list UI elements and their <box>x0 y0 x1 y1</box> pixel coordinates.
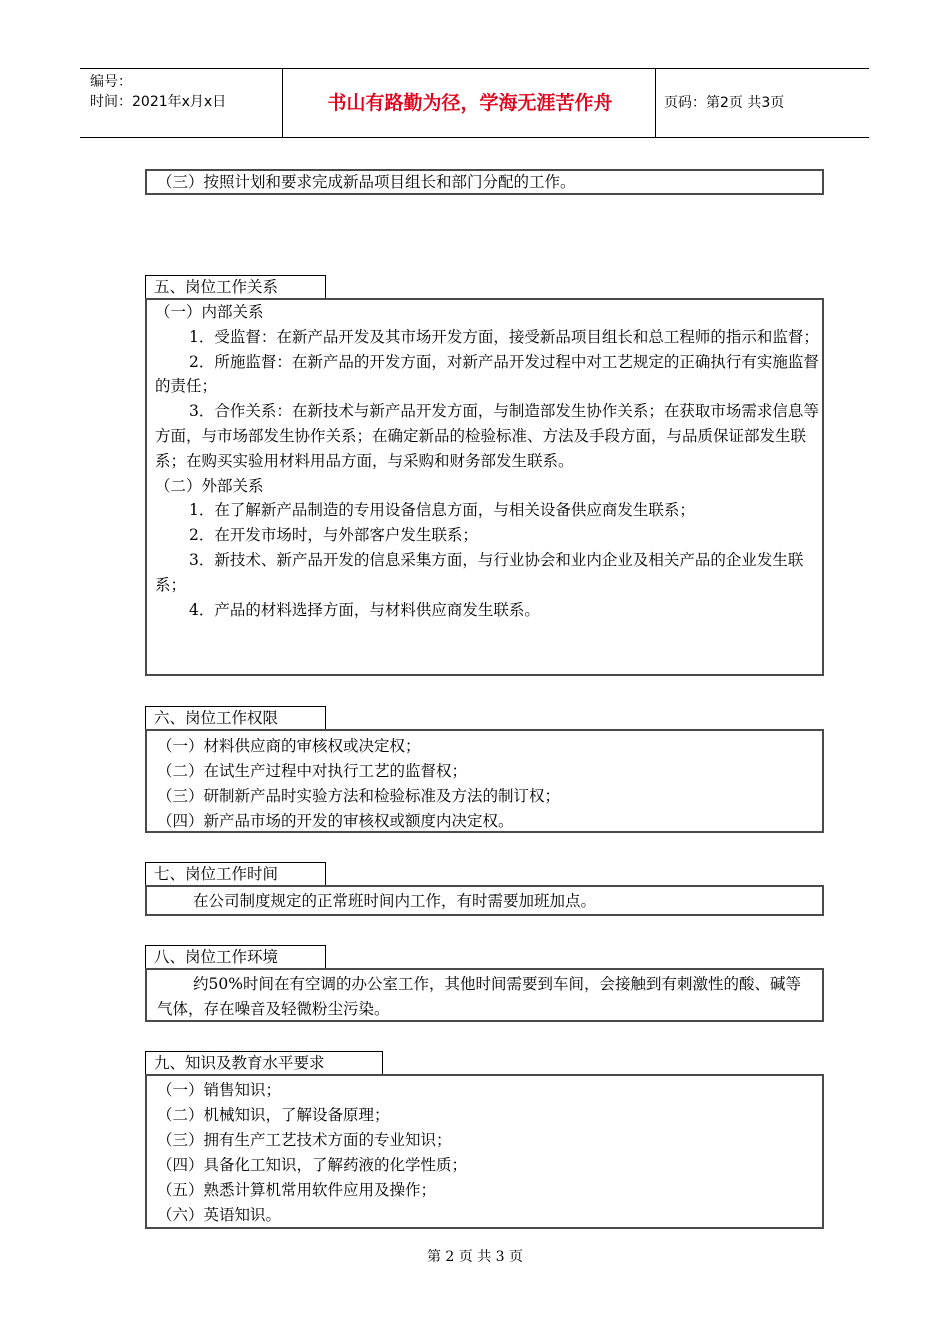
list-item: 2．所施监督：在新产品的开发方面，对新产品开发过程中对工艺规定的正确执行有实施监督的责任； <box>155 352 819 396</box>
section7-box <box>145 885 824 916</box>
header-divider <box>655 69 656 137</box>
list-item: （四）新产品市场的开发的审核权或额度内决定权。 <box>157 812 514 830</box>
section-title: 六、岗位工作权限 <box>145 706 326 730</box>
carryover-box <box>145 169 824 195</box>
header-motto: 书山有路勤为径，学海无涯苦作舟 <box>327 92 613 114</box>
list-item: （二）在试生产过程中对执行工艺的监督权； <box>157 762 468 780</box>
list-item: 1．在了解新产品制造的专用设备信息方面，与相关设备供应商发生联系； <box>189 501 695 520</box>
section8-box <box>145 968 824 1022</box>
section9-box <box>145 1074 824 1229</box>
subsection-title: （一）内部关系 <box>155 303 264 321</box>
page-footer: 第 2 页 共 3 页 <box>426 1249 524 1265</box>
carryover-text: （三）按照计划和要求完成新品项目组长和部门分配的工作。 <box>157 173 576 191</box>
section6-box <box>145 729 824 833</box>
list-item: （五）熟悉计算机常用软件应用及操作； <box>157 1181 437 1199</box>
list-item: 1．受监督：在新产品开发及其市场开发方面，接受新品项目组长和总工程师的指示和监督； <box>189 327 819 346</box>
list-item: （四）具备化工知识，了解药液的化学性质； <box>157 1156 468 1174</box>
work-time-text: 在公司制度规定的正常班时间内工作，有时需要加班加点。 <box>193 892 597 910</box>
list-item: （三）拥有生产工艺技术方面的专业知识； <box>157 1131 452 1149</box>
section-title: 七、岗位工作时间 <box>145 862 326 886</box>
document-date: 时间：2021年x月x日 <box>90 94 227 110</box>
list-item: （三）研制新产品时实验方法和检验标准及方法的制订权； <box>157 787 561 805</box>
list-item: 4．产品的材料选择方面，与材料供应商发生联系。 <box>189 600 540 619</box>
list-item: 3．新技术、新产品开发的信息采集方面，与行业协会和业内企业及相关产品的企业发生联系； <box>155 550 804 594</box>
subsection-title: （二）外部关系 <box>155 476 264 495</box>
section5-content <box>155 300 819 622</box>
section-title: 九、知识及教育水平要求 <box>145 1051 383 1075</box>
header-divider <box>282 69 283 137</box>
page-header <box>80 68 869 138</box>
work-environment-text: 约50%时间在有空调的办公室工作，其他时间需要到车间，会接触到有刺激性的酸、碱等气体，存在噪音及轻微粉尘污染。 <box>157 975 801 1018</box>
list-item: 3．合作关系：在新技术与新产品开发方面，与制造部发生协作关系；在获取市场需求信息等方面，与市场部发生协作关系；在确定新品的检验标准、方法及手段方面，与品质保证部发生联系；在购买实验用材料用品方面，与采购和财务部发生联系。 <box>155 402 819 470</box>
list-item: （一）材料供应商的审核权或决定权； <box>157 737 421 755</box>
list-item: （六）英语知识。 <box>157 1206 282 1224</box>
list-item: 2．在开发市场时，与外部客户发生联系； <box>189 526 478 545</box>
list-item: （一）销售知识； <box>157 1081 282 1099</box>
header-page-number: 页码：第2页 共3页 <box>664 95 785 111</box>
list-item: （二）机械知识，了解设备原理； <box>157 1106 390 1124</box>
section-title: 五、岗位工作关系 <box>145 275 326 299</box>
section-title: 八、岗位工作环境 <box>145 945 326 969</box>
document-code-label: 编号： <box>90 74 132 90</box>
